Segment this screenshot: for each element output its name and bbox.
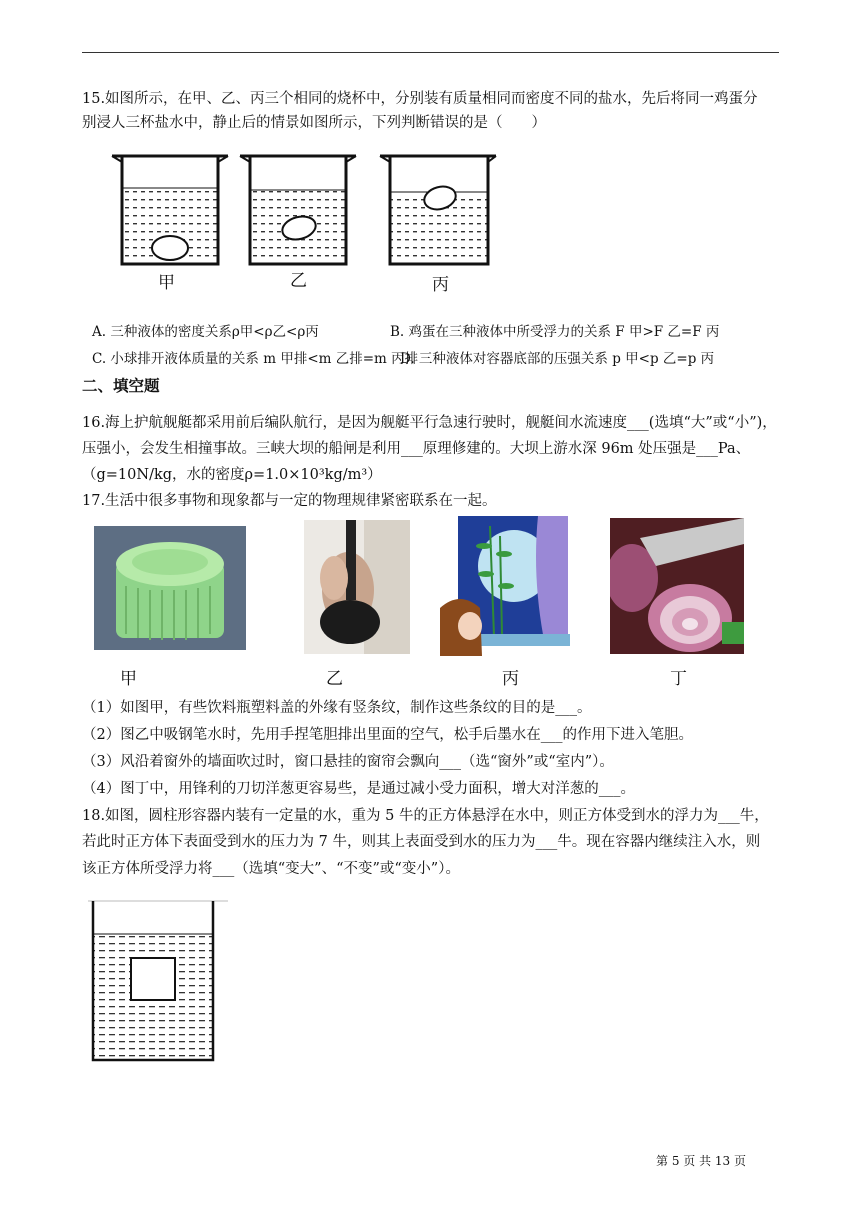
cube [131, 958, 175, 1000]
q15-option-a: A. 三种液体的密度关系ρ甲<ρ乙<ρ丙 [92, 324, 319, 340]
q17-label-ding: 丁 [670, 669, 687, 689]
egg-jia [152, 236, 188, 260]
q17-item-1: （1）如图甲，有些饮料瓶塑料盖的外缘有竖条纹，制作这些条纹的目的是___。 [82, 700, 592, 716]
q18-line2: 若此时正方体下表面受到水的压力为 7 牛，则其上表面受到水的压力为___牛。现在容器内继续注入水，则 [82, 834, 761, 850]
beaker-jia [112, 156, 228, 264]
beaker-yi [240, 156, 356, 264]
q17-label-bing: 丙 [502, 669, 519, 689]
photo-onion-knife [610, 518, 744, 654]
q15-label-jia: 甲 [158, 273, 175, 293]
q18-line1: 18.如图，圆柱形容器内装有一定量的水，重为 5 牛的正方体悬浮在水中，则正方体受到水的浮力为___牛， [82, 808, 769, 824]
q17-item-3: （3）风沿着窗外的墙面吹过时，窗口悬挂的窗帘会飘向___（选“窗外”或“室内”）。 [82, 754, 614, 770]
q15-stem-line1: 15.如图所示，在甲、乙、丙三个相同的烧杯中，分别装有质量相同而密度不同的盐水，先后将同一鸡蛋分 [82, 91, 758, 107]
q17-item-2: （2）图乙中吸钢笔水时，先用手捏笔胆排出里面的空气，松手后墨水在___的作用下进入笔胆。 [82, 727, 693, 743]
q16-line1: 16.海上护航舰艇都采用前后编队航行，是因为舰艇平行急速行驶时，舰艇间水流速度___(选填“大”或“小”)， [82, 415, 777, 431]
q15-option-c: C. 小球排开液体质量的关系 m 甲排<m 乙排=m 丙排 [92, 351, 419, 367]
q16-line3: （g=10N/kg，水的密度ρ=1.0×10³kg/m³） [82, 467, 382, 483]
q15-stem-line2: 别浸人三杯盐水中，静止后的情景如图所示，下列判断错误的是（ ） [82, 115, 546, 131]
q15-option-d: D. 三种液体对容器底部的压强关系 p 甲<p 乙=p 丙 [400, 351, 715, 367]
header-rule [82, 52, 779, 53]
q17-label-jia: 甲 [120, 669, 137, 689]
q16-line2: 压强小，会发生相撞事故。三峡大坝的船闸是利用___原理修建的。大坝上游水深 96m 处压强是___Pa、 [82, 441, 751, 457]
q17-label-yi: 乙 [326, 669, 343, 689]
q15-option-b: B. 鸡蛋在三种液体中所受浮力的关系 F 甲>F 乙=F 丙 [390, 324, 720, 340]
container-cube-figure [88, 898, 228, 1068]
section-title: 二、填空题 [82, 377, 160, 395]
q18-line3: 该正方体所受浮力将___（选填“变大”、“不变”或“变小”）。 [82, 861, 460, 877]
photo-window-curtain [440, 516, 570, 656]
q15-label-bing: 丙 [432, 275, 449, 295]
page-footer: 第 5 页 共 13 页 [656, 1154, 746, 1168]
photo-bottle-cap [94, 526, 246, 650]
q15-label-yi: 乙 [290, 271, 307, 291]
beaker-bing [380, 156, 496, 264]
photo-fountain-pen [304, 520, 410, 654]
q17-stem: 17.生活中很多事物和现象都与一定的物理规律紧密联系在一起。 [82, 493, 497, 509]
q17-item-4: （4）图丁中，用锋利的刀切洋葱更容易些，是通过减小受力面积，增大对洋葱的___。 [82, 781, 635, 797]
